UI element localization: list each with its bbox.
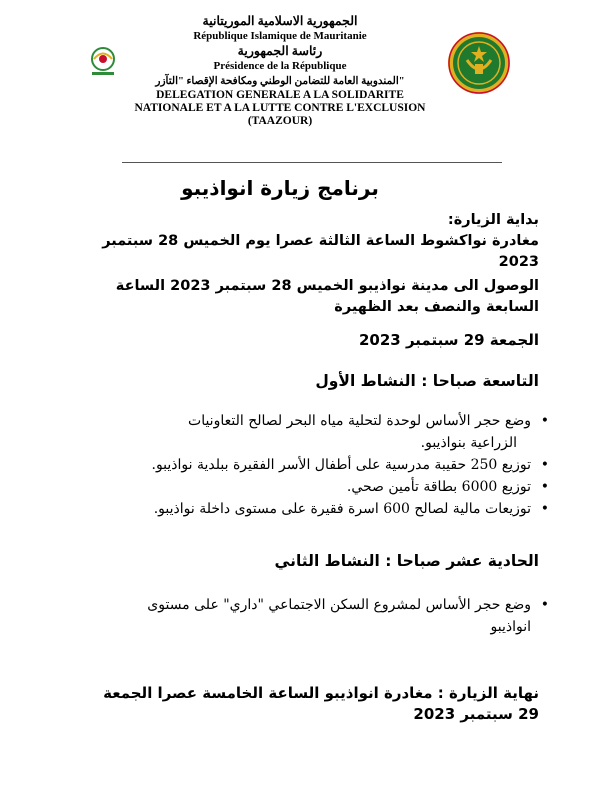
visit-start-line-1: مغادرة نواكشوط الساعة الثالثة عصرا يوم الخميس 28 سبتمبر [102,233,539,249]
ar-republic: الجمهورية الاسلامية الموريتانية [202,14,358,28]
visit-start-line-2: الوصول الى مدينة نواذيبو الخميس 28 سبتمبر 2023 الساعة [115,278,539,294]
fr-delegation-line-1: DELEGATION GENERALE A LA SOLIDARITE [156,89,404,101]
letterhead-text [130,14,430,128]
visit-end [39,683,539,725]
visit-start-line-1b: 2023 [498,254,539,270]
bullet-icon: • [540,457,549,473]
taazour-logo-icon [86,44,120,78]
activity-1-list [51,410,551,520]
list-item: • وضع حجر الأساس لوحدة لتحلية مياه البحر لصالح التعاونيات الزراعية بنواذيبو. [51,410,551,454]
fr-delegation-line-3: (TAAZOUR) [247,115,313,127]
list-item: • وضع حجر الأساس لمشروع السكن الاجتماعي "داري" على مستوى انواذيبو [51,594,551,638]
activity-2-heading: الحادية عشر صباحا : النشاط الثاني [274,552,539,570]
bullet-icon: • [540,501,549,517]
bullet-icon: • [540,413,549,429]
visit-start [39,210,539,318]
list-item: • توزيع 6000 بطاقة تأمين صحي. [51,476,551,498]
list-item: • توزيعات مالية لصالح 600 اسرة فقيرة على مستوى داخلة نواذيبو. [51,498,551,520]
visit-end-line-1: نهاية الزيارة : مغادرة انواذيبو الساعة الخامسة عصرا الجمعة [103,684,539,702]
fr-presidency: Présidence de la République [213,60,347,72]
list-item: • توزيع 250 حقيبة مدرسية على أطفال الأسر الفقيرة ببلدية نواذيبو. [51,454,551,476]
bullet-icon: • [540,597,549,613]
ar-presidency: رئاسة الجمهورية [237,44,323,58]
activity-2-list [51,594,551,638]
activity-1-heading: التاسعة صباحا : النشاط الأول [315,372,539,390]
visit-end-line-2: 29 سبتمبر 2023 [413,705,539,723]
mauritania-seal-icon [445,30,513,96]
bullet-icon: • [540,479,549,495]
ar-delegation: "المندوبية العامة للتضامن الوطني ومكافحة الإقصاء "التآزر [155,76,405,87]
page-title: برنامج زيارة انواذيبو [181,176,379,200]
visit-start-heading: بداية الزيارة: [447,212,539,228]
fr-delegation-line-2: NATIONALE ET A LA LUTTE CONTRE L'EXCLUSION [134,102,426,114]
letterhead [0,8,591,156]
visit-start-line-2b: السابعة والنصف بعد الظهيرة [334,299,539,315]
day-heading: الجمعة 29 سبتمبر 2023 [358,331,539,349]
header-rule [122,162,502,163]
fr-republic: République Islamique de Mauritanie [193,30,367,42]
